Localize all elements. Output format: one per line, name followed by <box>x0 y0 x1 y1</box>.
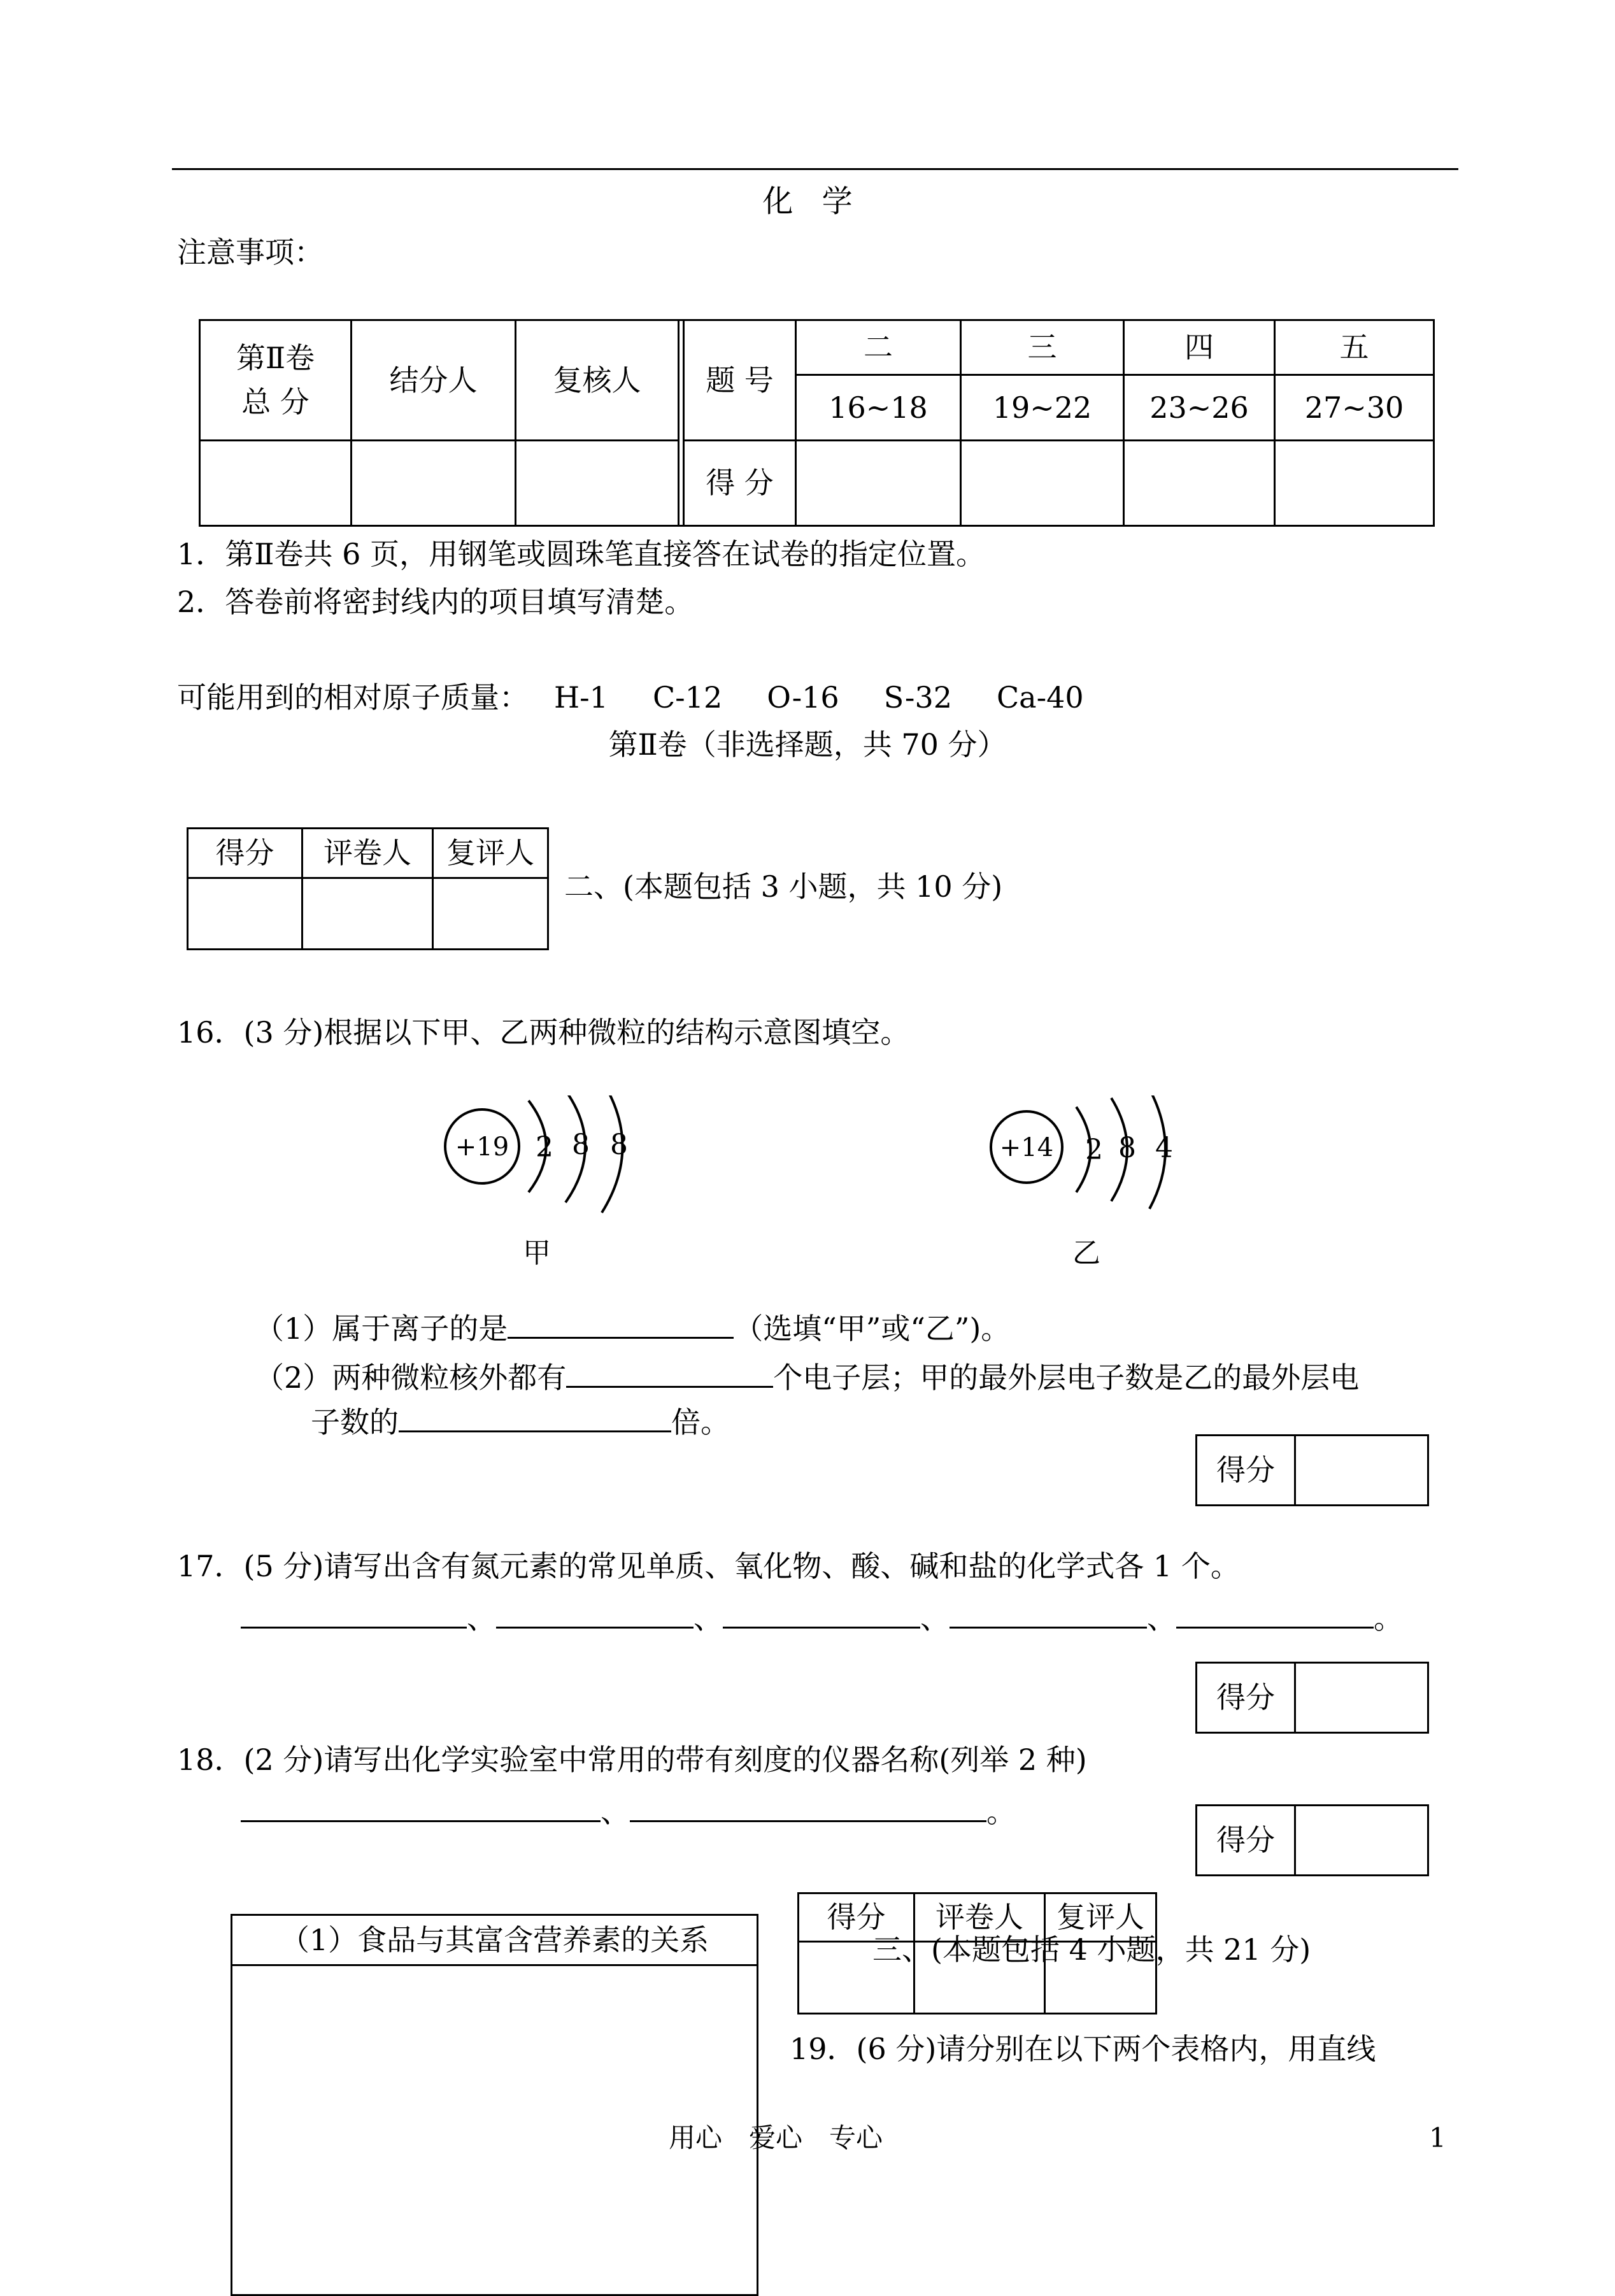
score-box-q17 <box>1195 1662 1429 1734</box>
yi-electron-3: 4 <box>1155 1132 1173 1164</box>
q19-stem: 19．(6 分)请分别在以下两个表格内，用直线 <box>790 2032 1376 2066</box>
q16-part2: （2）两种微粒核外都有 个电子层；甲的最外层电子数是乙的最外层电 <box>255 1360 1360 1395</box>
section-5-header: 五 <box>1275 320 1434 375</box>
grader-cell[interactable] <box>302 878 433 950</box>
section-3-header: 三 <box>961 320 1124 375</box>
range-5: 27~30 <box>1275 375 1434 441</box>
jia-electron-2: 8 <box>572 1129 590 1161</box>
yi-structure <box>991 1095 1173 1269</box>
regrader-cell[interactable] <box>433 878 548 950</box>
atomic-mass-s: S-32 <box>883 680 952 715</box>
score-row-label: 得 分 <box>684 441 796 526</box>
total-score-header: 第Ⅱ卷 总 分 <box>200 320 352 441</box>
q16-part1: （1）属于离子的是 （选填“甲”或“乙”)。 <box>255 1311 1011 1346</box>
regrader-header: 复评人 <box>1045 1893 1156 1942</box>
range-3: 19~22 <box>961 375 1124 441</box>
q18-answer-2[interactable] <box>630 1797 986 1822</box>
q16-answer-2[interactable] <box>566 1363 773 1388</box>
atomic-mass-c: C-12 <box>652 680 723 715</box>
jia-structure <box>445 1095 628 1269</box>
grader-table-section2 <box>187 827 549 950</box>
score-box-input[interactable] <box>1295 1663 1428 1733</box>
q17-answers: 、 、 、 、 。 <box>241 1604 1403 1633</box>
note-1: 1．第Ⅱ卷共 6 页，用钢笔或圆珠笔直接答在试卷的指定位置。 <box>177 537 986 571</box>
scorer-cell[interactable] <box>352 441 516 526</box>
yi-nucleus-charge: +14 <box>999 1133 1054 1162</box>
q16-stem: 16．(3 分)根据以下甲、乙两种微粒的结构示意图填空。 <box>177 1015 910 1050</box>
grader-score-header: 得分 <box>188 829 302 878</box>
section3-title: 三、(本题包括 4 小题，共 21 分) <box>872 1932 1311 1967</box>
page-title: 化 学 <box>762 183 853 219</box>
q17-answer-4[interactable] <box>950 1604 1147 1629</box>
atomic-mass-o: O-16 <box>767 680 839 715</box>
grader-header: 评卷人 <box>914 1893 1045 1942</box>
q17-answer-3[interactable] <box>723 1604 920 1629</box>
score-box-input[interactable] <box>1295 1806 1428 1876</box>
q16-answer-3[interactable] <box>399 1408 671 1432</box>
atomic-mass-h: H-1 <box>554 680 608 715</box>
score-box-q16 <box>1195 1434 1429 1506</box>
q17-answer-1[interactable] <box>241 1604 467 1629</box>
q16-part2-cont: 子数的 倍。 <box>311 1405 730 1439</box>
jia-electron-3: 8 <box>610 1129 628 1161</box>
food-table <box>231 1914 758 2296</box>
header-rule <box>172 168 1458 170</box>
score-cell-5[interactable] <box>1275 441 1434 526</box>
question-number-label: 题 号 <box>684 320 796 441</box>
grader-header: 评卷人 <box>302 829 433 878</box>
yi-label: 乙 <box>1072 1237 1100 1269</box>
section-4-header: 四 <box>1124 320 1275 375</box>
food-table-header: （1）食品与其富含营养素的关系 <box>232 1916 757 1966</box>
jia-electron-1: 2 <box>536 1131 553 1164</box>
reviewer-cell[interactable] <box>516 441 679 526</box>
q17-answer-5[interactable] <box>1176 1604 1374 1629</box>
score-box-label: 得分 <box>1197 1806 1295 1876</box>
q18-answer-1[interactable] <box>241 1797 601 1822</box>
grader-score-cell[interactable] <box>188 878 302 950</box>
q18-stem: 18．(2 分)请写出化学实验室中常用的带有刻度的仪器名称(列举 2 种) <box>177 1743 1087 1777</box>
score-cell-3[interactable] <box>961 441 1124 526</box>
score-box-label: 得分 <box>1197 1436 1295 1506</box>
regrader-header: 复评人 <box>433 829 548 878</box>
note-2: 2．答卷前将密封线内的项目填写清楚。 <box>177 585 694 619</box>
part-title: 第Ⅱ卷（非选择题，共 70 分） <box>608 727 1007 762</box>
score-box-q18 <box>1195 1804 1429 1876</box>
notice-label: 注意事项： <box>177 235 324 269</box>
yi-electron-1: 2 <box>1085 1134 1103 1166</box>
q16-diagrams <box>0 1095 1615 1280</box>
reviewer-header: 复核人 <box>516 320 679 441</box>
scorer-header: 结分人 <box>352 320 516 441</box>
jia-nucleus-charge: +19 <box>455 1132 509 1162</box>
q18-answers: 、 。 <box>241 1797 1016 1827</box>
score-table <box>199 319 1435 527</box>
score-box-label: 得分 <box>1197 1663 1295 1733</box>
atomic-mass-label: 可能用到的相对原子质量： <box>177 680 529 715</box>
jia-label: 甲 <box>523 1237 551 1269</box>
yi-electron-2: 8 <box>1118 1132 1136 1164</box>
score-cell-4[interactable] <box>1124 441 1275 526</box>
score-cell-2[interactable] <box>796 441 961 526</box>
range-2: 16~18 <box>796 375 961 441</box>
page-number: 1 <box>1429 2122 1446 2153</box>
section-2-header: 二 <box>796 320 961 375</box>
atomic-mass-line <box>177 680 1084 715</box>
atomic-mass-ca: Ca-40 <box>996 680 1084 715</box>
footer-motto: 用心 爱心 专心 <box>669 2122 883 2153</box>
section2-title: 二、(本题包括 3 小题，共 10 分) <box>564 869 1003 904</box>
q17-stem: 17．(5 分)请写出含有氮元素的常见单质、氧化物、酸、碱和盐的化学式各 1 个。 <box>177 1549 1240 1583</box>
score-box-input[interactable] <box>1295 1436 1428 1506</box>
range-4: 23~26 <box>1124 375 1275 441</box>
q17-answer-2[interactable] <box>496 1604 694 1629</box>
q16-answer-1[interactable] <box>508 1314 734 1339</box>
total-score-cell[interactable] <box>200 441 352 526</box>
grader-score-header: 得分 <box>799 1893 914 1942</box>
